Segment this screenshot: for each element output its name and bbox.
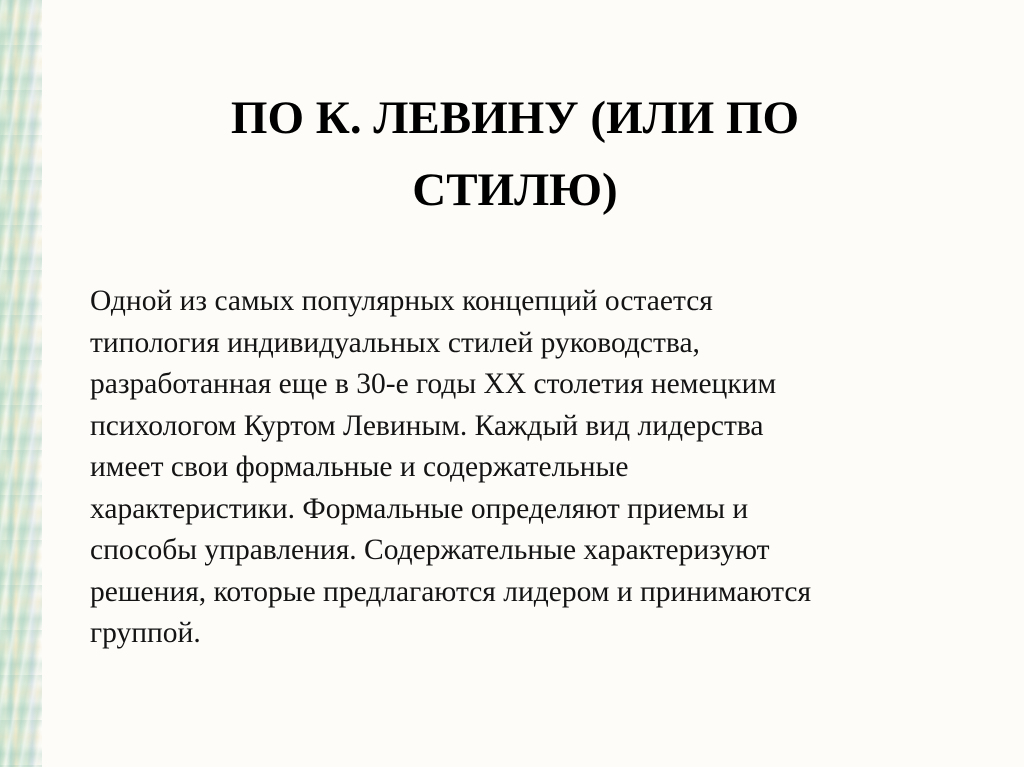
body-line-9: группой. xyxy=(90,617,201,649)
body-line-7: способы управления. Содержательные характеризуют xyxy=(90,534,770,566)
body-line-1: Одной из самых популярных концепций остается xyxy=(90,285,713,317)
body-line-5: имеет свои формальные и содержательные xyxy=(90,451,629,483)
slide-body xyxy=(90,281,940,655)
body-line-4: психологом Куртом Левиным. Каждый вид лидерства xyxy=(90,409,764,442)
slide-title xyxy=(90,82,940,226)
title-line-2: СТИЛЮ) xyxy=(412,164,618,216)
body-line-8: решения, которые предлагаются лидером и принимаются xyxy=(90,575,812,608)
title-line-1: ПО К. ЛЕВИНУ (ИЛИ ПО xyxy=(230,92,800,144)
body-line-3: разработанная еще в 30-е годы XX столетия немецким xyxy=(90,368,777,400)
body-line-6: характеристики. Формальные определяют приемы и xyxy=(90,492,749,525)
decorative-left-strip xyxy=(0,0,42,767)
body-line-2: типология индивидуальных стилей руководства, xyxy=(90,326,700,359)
